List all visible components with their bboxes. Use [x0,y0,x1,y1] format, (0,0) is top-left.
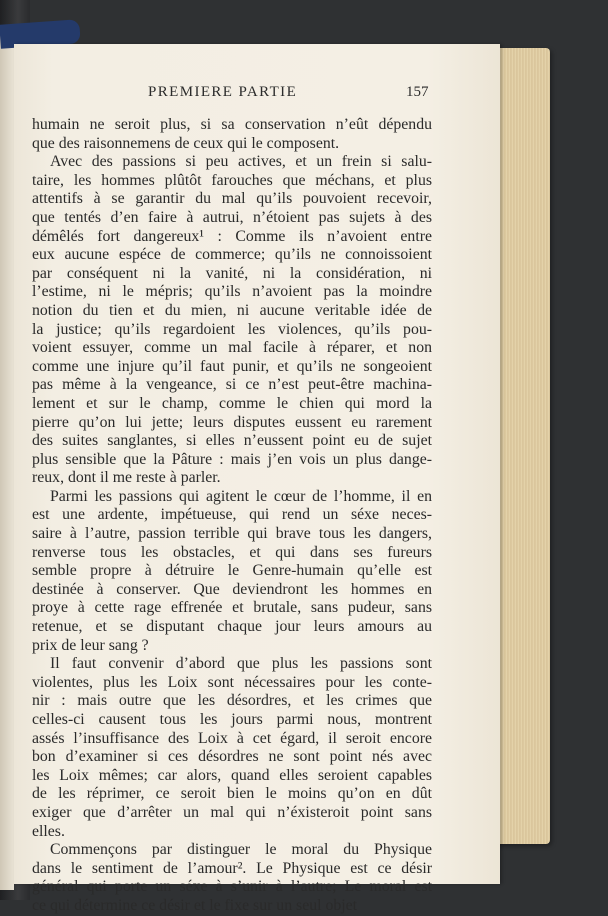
text-line: que tentés d’en faire à autrui, n’étoient pas sujets à des [32,208,432,226]
text-line: que des raisonnemens de ceux qui le composent. [32,134,340,152]
text-line: eux aucune espéce de commerce; qu’ils ne connoissoient [32,246,432,264]
text-line: humain ne seroit plus, si sa conservation n’eût dépendu [32,116,432,133]
text-line: bon d’examiner si ces désordres ne sont point nés avec [32,748,432,766]
text-line: nir : mais outre que les désordres, et les crimes que [32,692,432,710]
text-line: celles-ci causent tous les jours parmi nous, montrent [32,711,432,728]
text-line: démêlés fort dangereux¹ : Comme ils n’avoient entre [32,227,432,245]
paragraph [32,488,432,655]
text-line: Il faut convenir d’abord que plus les passions sont [50,655,432,673]
text-line: retenue, et se disputant chaque jour leurs amours au [32,618,432,636]
paragraph [32,153,432,488]
text-line: notion du tien et du mien, ni aucune veritable idée de [32,301,432,319]
text-line: violentes, plus les Loix sont nécessaires pour les conte- [32,673,432,691]
text-line: est une ardente, impétueuse, qui rend un séxe neces- [32,506,432,524]
text-line: dans le sentiment de l’amour². Le Physique est ce désir [32,859,432,877]
text-line: voient essuyer, comme un mal facile à réparer, et non [32,339,432,357]
text-line: reux, dont il me reste à parler. [32,469,221,487]
running-title: PREMIERE PARTIE [148,84,298,100]
text-line: Commençons par distinguer le moral du Physique [50,841,432,859]
facing-page-edge [0,30,14,890]
text-line: elles. [32,822,65,840]
text-line: lement et sur le champ, comme le chien qui mord la [32,394,432,412]
body-text [32,116,432,916]
text-line: semble propre à détruire le Genre-humain qu’elle est [32,562,432,580]
text-line: saire à l’autre, passion terrible qui brave tous les dangers, [32,525,432,543]
text-line: renverse tous les obstacles, et qui dans ses fureurs [32,543,432,561]
text-line: par conséquent ni la vanité, ni la considération, ni [32,264,432,282]
running-header [148,84,448,104]
page-number: 157 [406,84,429,100]
text-line: plus sensible que la Pâture : mais j’en vois un plus dange- [32,450,432,468]
text-line: destinée à conserver. Que deviendront les hommes en [32,580,432,598]
text-line: proye à cette rage effrenée et brutale, sans pudeur, sans [32,599,432,617]
text-line: assés l’insuffisance des Loix à cet égard, il seroit encore [32,729,432,747]
paragraph [32,116,432,153]
text-line: l’estime, ni le mépris; qu’ils n’avoient pas la moindre [32,283,432,301]
text-line: pierre qu’on lui jette; leurs disputes eussent eu rarement [32,413,432,431]
text-line: taire, les hommes plûtôt farouches que méchans, et plus [32,171,432,189]
text-line: Parmi les passions qui agitent le cœur de l’homme, il en [50,487,432,505]
text-line: les Loix mêmes; car alors, quand elles seroient capables [32,766,432,784]
text-line: de les réprimer, ce seroit bien le moins qu’on en dût [32,785,432,803]
text-line: Avec des passions si peu actives, et un frein si salu- [50,153,432,171]
text-line: pas même à la vengeance, si ce n’est peut-être machina- [32,376,432,394]
text-line: des suites sanglantes, si elles n’eussent point eu de sujet [32,432,432,450]
text-line: général qui porte un séxe à s’unir à l’autre; Le moral est [32,878,432,896]
text-line: prix de leur sang ? [32,636,149,654]
text-line: la justice; qu’ils regardoient les violences, qu’ils pou- [32,320,432,338]
paragraph [32,655,432,841]
paragraph [32,841,432,915]
text-line: comme une injure qu’il faut punir, et qu’ils ne songeoient [32,357,432,375]
text-line: ce qui détermine ce désir et le fixe sur un seul objet [32,896,358,914]
text-line: attentifs à se garantir du mal qu’ils pouvoient recevoir, [32,190,432,208]
text-line: exiger que d’arrêter un mal qui n’éxisteroit point sans [32,803,432,821]
